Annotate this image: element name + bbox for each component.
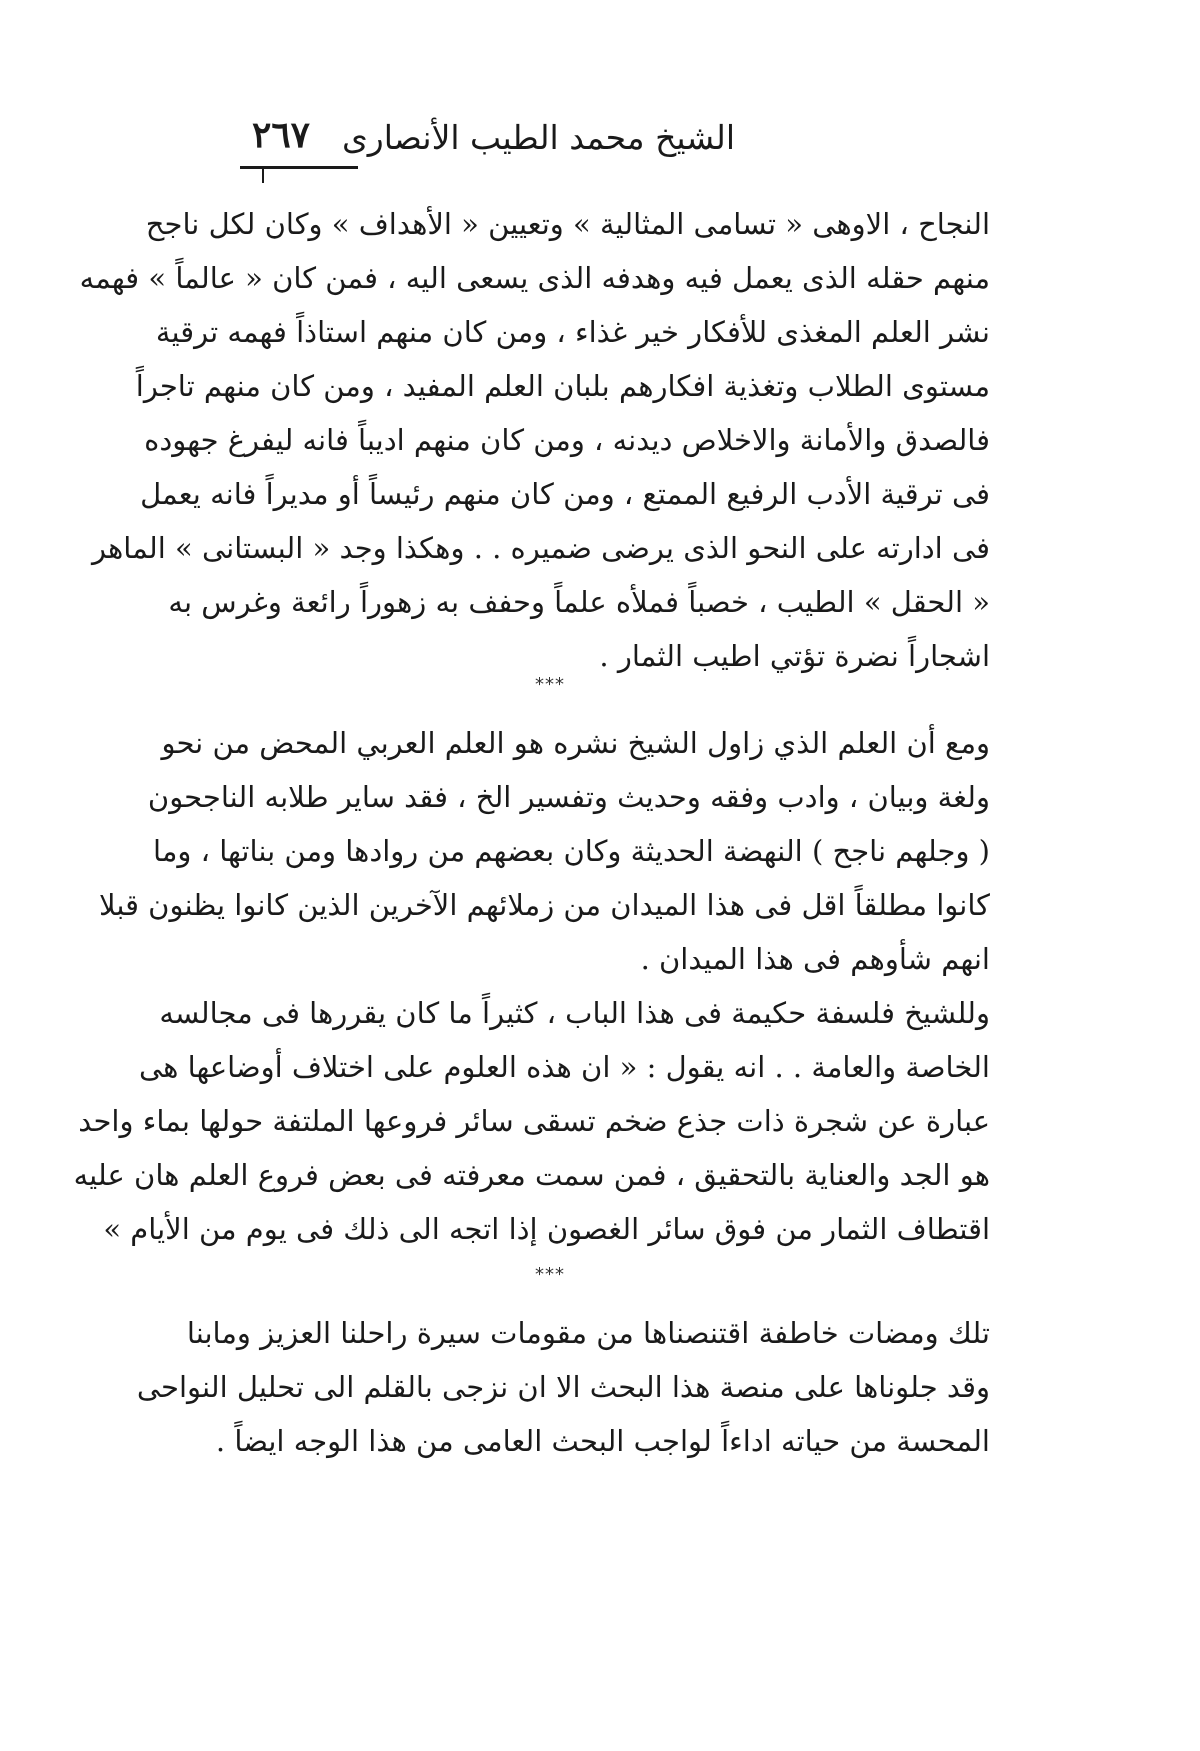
- page-header: [240, 114, 735, 198]
- paragraph-3: [73, 986, 990, 1256]
- text-line: ومع أن العلم الذي زاول الشيخ نشره هو العلم العربي المحض من نحو: [161, 726, 990, 760]
- text-line: منهم حقله الذى يعمل فيه وهدفه الذى يسعى اليه ، فمن كان « عالماً » فهمه: [79, 261, 990, 295]
- text-line: اقتطاف الثمار من فوق سائر الغصون إذا اتجه الى ذلك فى يوم من الأيام »: [103, 1212, 990, 1246]
- text-line: مستوى الطلاب وتغذية افكارهم بلبان العلم المفيد ، ومن كان منهم تاجراً: [135, 369, 990, 403]
- text-line: فى ادارته على النحو الذى يرضى ضميره . . وهكذا وجد « البستانى » الماهر: [92, 531, 990, 565]
- text-line: ولغة وبيان ، وادب وفقه وحديث وتفسير الخ ، فقد ساير طلابه الناجحون: [147, 780, 990, 814]
- text-line: فى ترقية الأدب الرفيع الممتع ، ومن كان منهم رئيساً أو مديراً فانه يعمل: [140, 477, 990, 511]
- text-line: وللشيخ فلسفة حكيمة فى هذا الباب ، كثيراً ما كان يقررها فى مجالسه: [159, 996, 990, 1030]
- text-line: وقد جلوناها على منصة هذا البحث الا ان نزجى بالقلم الى تحليل النواحى: [136, 1370, 990, 1404]
- text-line: كانوا مطلقاً اقل فى هذا الميدان من زملائهم الآخرين الذين كانوا يظنون قبلا: [99, 888, 990, 922]
- text-line: هو الجد والعناية بالتحقيق ، فمن سمت معرفته فى بعض فروع العلم هان عليه: [73, 1158, 990, 1192]
- text-line: ( وجلهم ناجح ) النهضة الحديثة وكان بعضهم من روادها ومن بناتها ، وما: [153, 834, 990, 868]
- text-line: نشر العلم المغذى للأفكار خير غذاء ، ومن كان منهم استاذاً فهمه ترقية: [155, 315, 990, 349]
- text-line: المحسة من حياته اداءاً لواجب البحث العامى من هذا الوجه ايضاً .: [215, 1424, 990, 1458]
- section-separator: ***: [535, 1264, 565, 1285]
- page-number-rule: [240, 166, 358, 169]
- text-line: النجاح ، الاوهى « تسامى المثالية » وتعيين « الأهداف » وكان لكل ناجح: [145, 207, 990, 241]
- section-separator: ***: [535, 674, 565, 695]
- text-line: انهم شأوهم فى هذا الميدان .: [640, 942, 990, 976]
- text-line: الخاصة والعامة . . انه يقول : « ان هذه العلوم على اختلاف أوضاعها هى: [138, 1050, 990, 1084]
- text-line: « الحقل » الطيب ، خصباً فملأه علماً وحفف به زهوراً رائعة وغرس به: [168, 585, 990, 619]
- paragraph-2: [99, 716, 990, 986]
- text-line: تلك ومضات خاطفة اقتنصناها من مقومات سيرة راحلنا العزيز ومابنا: [186, 1316, 990, 1350]
- running-title: الشيخ محمد الطيب الأنصارى: [341, 118, 735, 157]
- text-line: فالصدق والأمانة والاخلاص ديدنه ، ومن كان منهم اديباً فانه ليفرغ جهوده: [144, 423, 990, 457]
- text-line: اشجاراً نضرة تؤتي اطيب الثمار .: [599, 639, 990, 673]
- paragraph-1: [79, 197, 990, 683]
- text-line: عبارة عن شجرة ذات جذع ضخم تسقى سائر فروعها الملتفة حولها بماء واحد: [78, 1104, 990, 1138]
- page-number: ٢٦٧: [252, 114, 311, 156]
- paragraph-4: [136, 1306, 990, 1468]
